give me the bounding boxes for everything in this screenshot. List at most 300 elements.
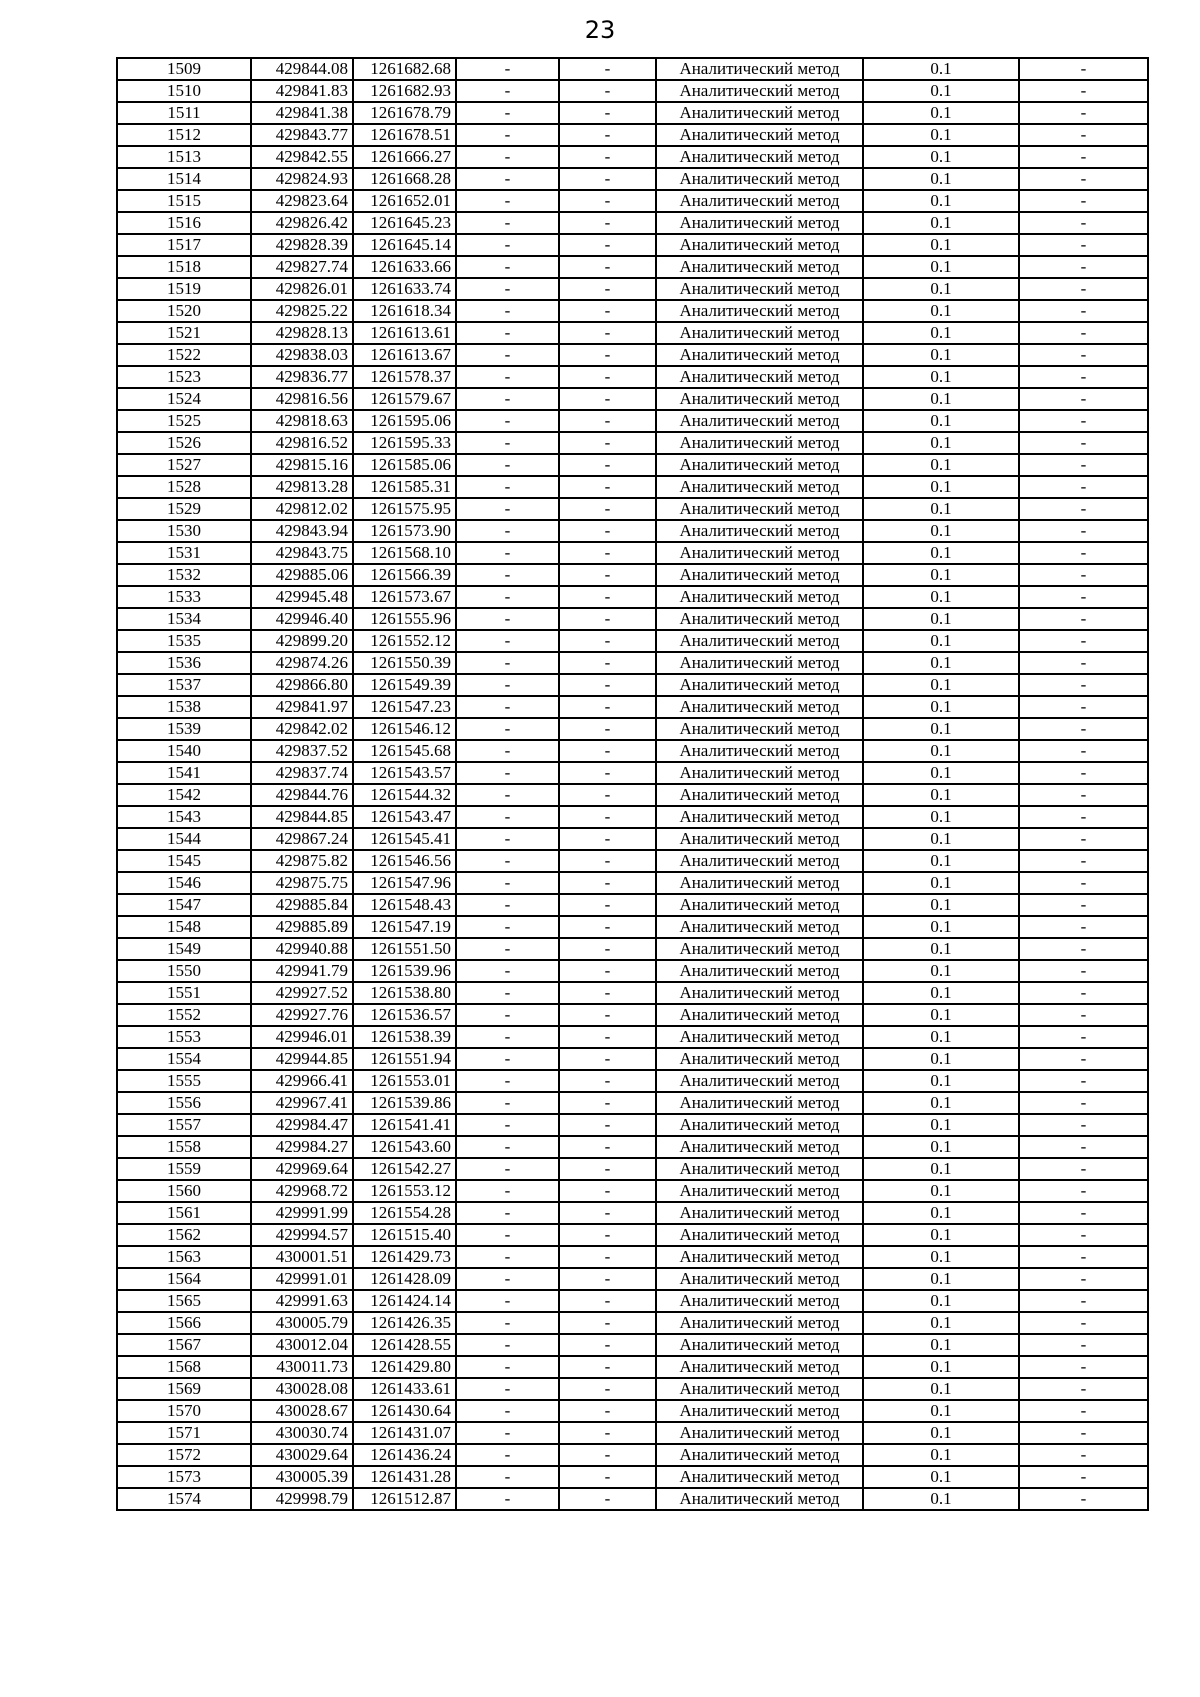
point-number-cell: 1558 [117,1136,251,1158]
empty-value-cell: - [1019,498,1148,520]
empty-value-cell: - [456,1268,559,1290]
y-coordinate-cell: 1261652.01 [353,190,456,212]
y-coordinate-cell: 1261573.90 [353,520,456,542]
accuracy-cell: 0.1 [863,432,1019,454]
table-row [117,850,1148,872]
empty-value-cell: - [456,916,559,938]
method-cell: Аналитический метод [656,476,863,498]
accuracy-cell: 0.1 [863,476,1019,498]
table-row [117,520,1148,542]
accuracy-cell: 0.1 [863,872,1019,894]
y-coordinate-cell: 1261546.56 [353,850,456,872]
empty-value-cell: - [559,806,656,828]
empty-value-cell: - [456,1224,559,1246]
accuracy-cell: 0.1 [863,608,1019,630]
point-number-cell: 1560 [117,1180,251,1202]
empty-value-cell: - [559,850,656,872]
empty-value-cell: - [1019,344,1148,366]
table-row [117,652,1148,674]
y-coordinate-cell: 1261428.55 [353,1334,456,1356]
table-row [117,432,1148,454]
empty-value-cell: - [1019,608,1148,630]
empty-value-cell: - [456,542,559,564]
table-row [117,696,1148,718]
y-coordinate-cell: 1261585.06 [353,454,456,476]
empty-value-cell: - [559,124,656,146]
x-coordinate-cell: 429828.13 [251,322,353,344]
empty-value-cell: - [1019,916,1148,938]
accuracy-cell: 0.1 [863,1070,1019,1092]
empty-value-cell: - [1019,1048,1148,1070]
method-cell: Аналитический метод [656,366,863,388]
page-number: 23 [584,16,616,44]
method-cell: Аналитический метод [656,652,863,674]
table-row [117,1070,1148,1092]
empty-value-cell: - [456,960,559,982]
method-cell: Аналитический метод [656,388,863,410]
empty-value-cell: - [559,1026,656,1048]
x-coordinate-cell: 430005.39 [251,1466,353,1488]
accuracy-cell: 0.1 [863,850,1019,872]
table-row [117,1334,1148,1356]
table-row [117,630,1148,652]
y-coordinate-cell: 1261568.10 [353,542,456,564]
accuracy-cell: 0.1 [863,696,1019,718]
empty-value-cell: - [559,718,656,740]
x-coordinate-cell: 429945.48 [251,586,353,608]
empty-value-cell: - [456,982,559,1004]
x-coordinate-cell: 430001.51 [251,1246,353,1268]
empty-value-cell: - [456,740,559,762]
method-cell: Аналитический метод [656,674,863,696]
empty-value-cell: - [1019,586,1148,608]
y-coordinate-cell: 1261538.80 [353,982,456,1004]
method-cell: Аналитический метод [656,1136,863,1158]
empty-value-cell: - [456,1312,559,1334]
y-coordinate-cell: 1261682.68 [353,58,456,80]
method-cell: Аналитический метод [656,1070,863,1092]
empty-value-cell: - [1019,256,1148,278]
empty-value-cell: - [456,344,559,366]
point-number-cell: 1552 [117,1004,251,1026]
empty-value-cell: - [1019,410,1148,432]
method-cell: Аналитический метод [656,894,863,916]
y-coordinate-cell: 1261555.96 [353,608,456,630]
y-coordinate-cell: 1261538.39 [353,1026,456,1048]
y-coordinate-cell: 1261579.67 [353,388,456,410]
x-coordinate-cell: 429825.22 [251,300,353,322]
empty-value-cell: - [559,322,656,344]
x-coordinate-cell: 429818.63 [251,410,353,432]
y-coordinate-cell: 1261549.39 [353,674,456,696]
point-number-cell: 1567 [117,1334,251,1356]
point-number-cell: 1555 [117,1070,251,1092]
y-coordinate-cell: 1261554.28 [353,1202,456,1224]
x-coordinate-cell: 429984.27 [251,1136,353,1158]
table-row [117,256,1148,278]
table-row [117,784,1148,806]
y-coordinate-cell: 1261539.86 [353,1092,456,1114]
accuracy-cell: 0.1 [863,1334,1019,1356]
empty-value-cell: - [456,58,559,80]
y-coordinate-cell: 1261552.12 [353,630,456,652]
empty-value-cell: - [559,410,656,432]
empty-value-cell: - [1019,212,1148,234]
empty-value-cell: - [1019,1422,1148,1444]
point-number-cell: 1562 [117,1224,251,1246]
table-row [117,828,1148,850]
point-number-cell: 1509 [117,58,251,80]
x-coordinate-cell: 429927.76 [251,1004,353,1026]
method-cell: Аналитический метод [656,828,863,850]
accuracy-cell: 0.1 [863,938,1019,960]
accuracy-cell: 0.1 [863,1180,1019,1202]
empty-value-cell: - [1019,1158,1148,1180]
method-cell: Аналитический метод [656,454,863,476]
table-row [117,124,1148,146]
table-row [117,1202,1148,1224]
x-coordinate-cell: 429827.74 [251,256,353,278]
table-row [117,388,1148,410]
table-row [117,564,1148,586]
y-coordinate-cell: 1261613.67 [353,344,456,366]
empty-value-cell: - [1019,1026,1148,1048]
empty-value-cell: - [456,102,559,124]
y-coordinate-cell: 1261678.79 [353,102,456,124]
accuracy-cell: 0.1 [863,586,1019,608]
point-number-cell: 1512 [117,124,251,146]
point-number-cell: 1519 [117,278,251,300]
point-number-cell: 1559 [117,1158,251,1180]
x-coordinate-cell: 429837.74 [251,762,353,784]
empty-value-cell: - [1019,476,1148,498]
table-row [117,894,1148,916]
x-coordinate-cell: 429867.24 [251,828,353,850]
y-coordinate-cell: 1261431.28 [353,1466,456,1488]
empty-value-cell: - [1019,1202,1148,1224]
accuracy-cell: 0.1 [863,1246,1019,1268]
empty-value-cell: - [1019,124,1148,146]
accuracy-cell: 0.1 [863,1378,1019,1400]
empty-value-cell: - [559,828,656,850]
accuracy-cell: 0.1 [863,124,1019,146]
point-number-cell: 1527 [117,454,251,476]
empty-value-cell: - [559,366,656,388]
y-coordinate-cell: 1261431.07 [353,1422,456,1444]
y-coordinate-cell: 1261547.19 [353,916,456,938]
point-number-cell: 1539 [117,718,251,740]
empty-value-cell: - [559,894,656,916]
table-row [117,1114,1148,1136]
point-number-cell: 1511 [117,102,251,124]
point-number-cell: 1544 [117,828,251,850]
y-coordinate-cell: 1261551.94 [353,1048,456,1070]
accuracy-cell: 0.1 [863,498,1019,520]
accuracy-cell: 0.1 [863,784,1019,806]
empty-value-cell: - [456,476,559,498]
empty-value-cell: - [559,300,656,322]
empty-value-cell: - [1019,1070,1148,1092]
x-coordinate-cell: 429838.03 [251,344,353,366]
x-coordinate-cell: 429813.28 [251,476,353,498]
y-coordinate-cell: 1261433.61 [353,1378,456,1400]
y-coordinate-cell: 1261428.09 [353,1268,456,1290]
accuracy-cell: 0.1 [863,168,1019,190]
x-coordinate-cell: 429823.64 [251,190,353,212]
point-number-cell: 1518 [117,256,251,278]
empty-value-cell: - [559,1246,656,1268]
table-row [117,410,1148,432]
empty-value-cell: - [456,850,559,872]
empty-value-cell: - [1019,1114,1148,1136]
y-coordinate-cell: 1261539.96 [353,960,456,982]
accuracy-cell: 0.1 [863,564,1019,586]
empty-value-cell: - [456,454,559,476]
x-coordinate-cell: 429941.79 [251,960,353,982]
x-coordinate-cell: 429885.89 [251,916,353,938]
coordinates-table [116,57,1149,1511]
x-coordinate-cell: 429812.02 [251,498,353,520]
point-number-cell: 1566 [117,1312,251,1334]
empty-value-cell: - [559,1488,656,1510]
accuracy-cell: 0.1 [863,256,1019,278]
empty-value-cell: - [1019,58,1148,80]
empty-value-cell: - [559,1180,656,1202]
empty-value-cell: - [559,190,656,212]
y-coordinate-cell: 1261585.31 [353,476,456,498]
table-row [117,806,1148,828]
point-number-cell: 1557 [117,1114,251,1136]
point-number-cell: 1536 [117,652,251,674]
method-cell: Аналитический метод [656,1400,863,1422]
method-cell: Аналитический метод [656,278,863,300]
empty-value-cell: - [559,344,656,366]
empty-value-cell: - [559,916,656,938]
empty-value-cell: - [1019,982,1148,1004]
point-number-cell: 1547 [117,894,251,916]
empty-value-cell: - [456,1026,559,1048]
method-cell: Аналитический метод [656,564,863,586]
x-coordinate-cell: 429969.64 [251,1158,353,1180]
method-cell: Аналитический метод [656,80,863,102]
method-cell: Аналитический метод [656,718,863,740]
table-row [117,1158,1148,1180]
y-coordinate-cell: 1261682.93 [353,80,456,102]
empty-value-cell: - [1019,1136,1148,1158]
empty-value-cell: - [1019,102,1148,124]
empty-value-cell: - [1019,674,1148,696]
x-coordinate-cell: 429841.97 [251,696,353,718]
y-coordinate-cell: 1261543.57 [353,762,456,784]
empty-value-cell: - [456,586,559,608]
method-cell: Аналитический метод [656,1202,863,1224]
empty-value-cell: - [559,784,656,806]
empty-value-cell: - [1019,388,1148,410]
empty-value-cell: - [1019,740,1148,762]
x-coordinate-cell: 429815.16 [251,454,353,476]
table-row [117,58,1148,80]
method-cell: Аналитический метод [656,740,863,762]
empty-value-cell: - [1019,366,1148,388]
method-cell: Аналитический метод [656,1312,863,1334]
accuracy-cell: 0.1 [863,322,1019,344]
empty-value-cell: - [456,894,559,916]
empty-value-cell: - [456,1004,559,1026]
point-number-cell: 1540 [117,740,251,762]
method-cell: Аналитический метод [656,1004,863,1026]
empty-value-cell: - [1019,784,1148,806]
method-cell: Аналитический метод [656,124,863,146]
empty-value-cell: - [456,146,559,168]
method-cell: Аналитический метод [656,1026,863,1048]
y-coordinate-cell: 1261566.39 [353,564,456,586]
y-coordinate-cell: 1261595.06 [353,410,456,432]
empty-value-cell: - [1019,454,1148,476]
empty-value-cell: - [559,1378,656,1400]
method-cell: Аналитический метод [656,586,863,608]
point-number-cell: 1561 [117,1202,251,1224]
empty-value-cell: - [559,872,656,894]
empty-value-cell: - [1019,190,1148,212]
accuracy-cell: 0.1 [863,894,1019,916]
x-coordinate-cell: 429946.01 [251,1026,353,1048]
empty-value-cell: - [456,190,559,212]
table-row [117,212,1148,234]
point-number-cell: 1543 [117,806,251,828]
empty-value-cell: - [559,1334,656,1356]
table-row [117,168,1148,190]
empty-value-cell: - [559,1400,656,1422]
y-coordinate-cell: 1261424.14 [353,1290,456,1312]
empty-value-cell: - [559,1114,656,1136]
accuracy-cell: 0.1 [863,806,1019,828]
empty-value-cell: - [1019,1444,1148,1466]
table-row [117,278,1148,300]
point-number-cell: 1537 [117,674,251,696]
y-coordinate-cell: 1261633.66 [353,256,456,278]
accuracy-cell: 0.1 [863,300,1019,322]
method-cell: Аналитический метод [656,432,863,454]
empty-value-cell: - [1019,1356,1148,1378]
y-coordinate-cell: 1261678.51 [353,124,456,146]
method-cell: Аналитический метод [656,850,863,872]
empty-value-cell: - [456,1136,559,1158]
accuracy-cell: 0.1 [863,344,1019,366]
empty-value-cell: - [559,1092,656,1114]
point-number-cell: 1573 [117,1466,251,1488]
empty-value-cell: - [456,1246,559,1268]
x-coordinate-cell: 429994.57 [251,1224,353,1246]
table-row [117,1444,1148,1466]
empty-value-cell: - [456,608,559,630]
y-coordinate-cell: 1261668.28 [353,168,456,190]
empty-value-cell: - [456,696,559,718]
empty-value-cell: - [456,1092,559,1114]
empty-value-cell: - [559,520,656,542]
point-number-cell: 1542 [117,784,251,806]
accuracy-cell: 0.1 [863,1488,1019,1510]
y-coordinate-cell: 1261575.95 [353,498,456,520]
empty-value-cell: - [456,300,559,322]
empty-value-cell: - [1019,278,1148,300]
point-number-cell: 1572 [117,1444,251,1466]
empty-value-cell: - [559,960,656,982]
empty-value-cell: - [559,432,656,454]
x-coordinate-cell: 429826.42 [251,212,353,234]
y-coordinate-cell: 1261429.73 [353,1246,456,1268]
empty-value-cell: - [456,80,559,102]
empty-value-cell: - [456,718,559,740]
accuracy-cell: 0.1 [863,1202,1019,1224]
method-cell: Аналитический метод [656,190,863,212]
method-cell: Аналитический метод [656,872,863,894]
table-body [117,58,1148,1510]
accuracy-cell: 0.1 [863,674,1019,696]
x-coordinate-cell: 429875.82 [251,850,353,872]
point-number-cell: 1553 [117,1026,251,1048]
y-coordinate-cell: 1261541.41 [353,1114,456,1136]
accuracy-cell: 0.1 [863,388,1019,410]
empty-value-cell: - [559,1224,656,1246]
point-number-cell: 1531 [117,542,251,564]
empty-value-cell: - [456,168,559,190]
empty-value-cell: - [456,762,559,784]
empty-value-cell: - [559,1356,656,1378]
table-row [117,344,1148,366]
x-coordinate-cell: 429899.20 [251,630,353,652]
empty-value-cell: - [559,652,656,674]
empty-value-cell: - [456,278,559,300]
method-cell: Аналитический метод [656,960,863,982]
x-coordinate-cell: 429828.39 [251,234,353,256]
accuracy-cell: 0.1 [863,982,1019,1004]
x-coordinate-cell: 429816.56 [251,388,353,410]
x-coordinate-cell: 429874.26 [251,652,353,674]
accuracy-cell: 0.1 [863,630,1019,652]
table-row [117,300,1148,322]
empty-value-cell: - [1019,80,1148,102]
accuracy-cell: 0.1 [863,1312,1019,1334]
accuracy-cell: 0.1 [863,828,1019,850]
table-row [117,102,1148,124]
accuracy-cell: 0.1 [863,454,1019,476]
empty-value-cell: - [456,1444,559,1466]
method-cell: Аналитический метод [656,1048,863,1070]
method-cell: Аналитический метод [656,146,863,168]
empty-value-cell: - [1019,146,1148,168]
accuracy-cell: 0.1 [863,212,1019,234]
x-coordinate-cell: 429885.84 [251,894,353,916]
method-cell: Аналитический метод [656,322,863,344]
accuracy-cell: 0.1 [863,146,1019,168]
method-cell: Аналитический метод [656,256,863,278]
table-row [117,476,1148,498]
empty-value-cell: - [456,124,559,146]
table-row [117,740,1148,762]
empty-value-cell: - [559,58,656,80]
empty-value-cell: - [1019,718,1148,740]
accuracy-cell: 0.1 [863,102,1019,124]
method-cell: Аналитический метод [656,916,863,938]
y-coordinate-cell: 1261573.67 [353,586,456,608]
y-coordinate-cell: 1261426.35 [353,1312,456,1334]
table-row [117,1400,1148,1422]
accuracy-cell: 0.1 [863,278,1019,300]
x-coordinate-cell: 429842.02 [251,718,353,740]
x-coordinate-cell: 429940.88 [251,938,353,960]
method-cell: Аналитический метод [656,1356,863,1378]
x-coordinate-cell: 429991.01 [251,1268,353,1290]
